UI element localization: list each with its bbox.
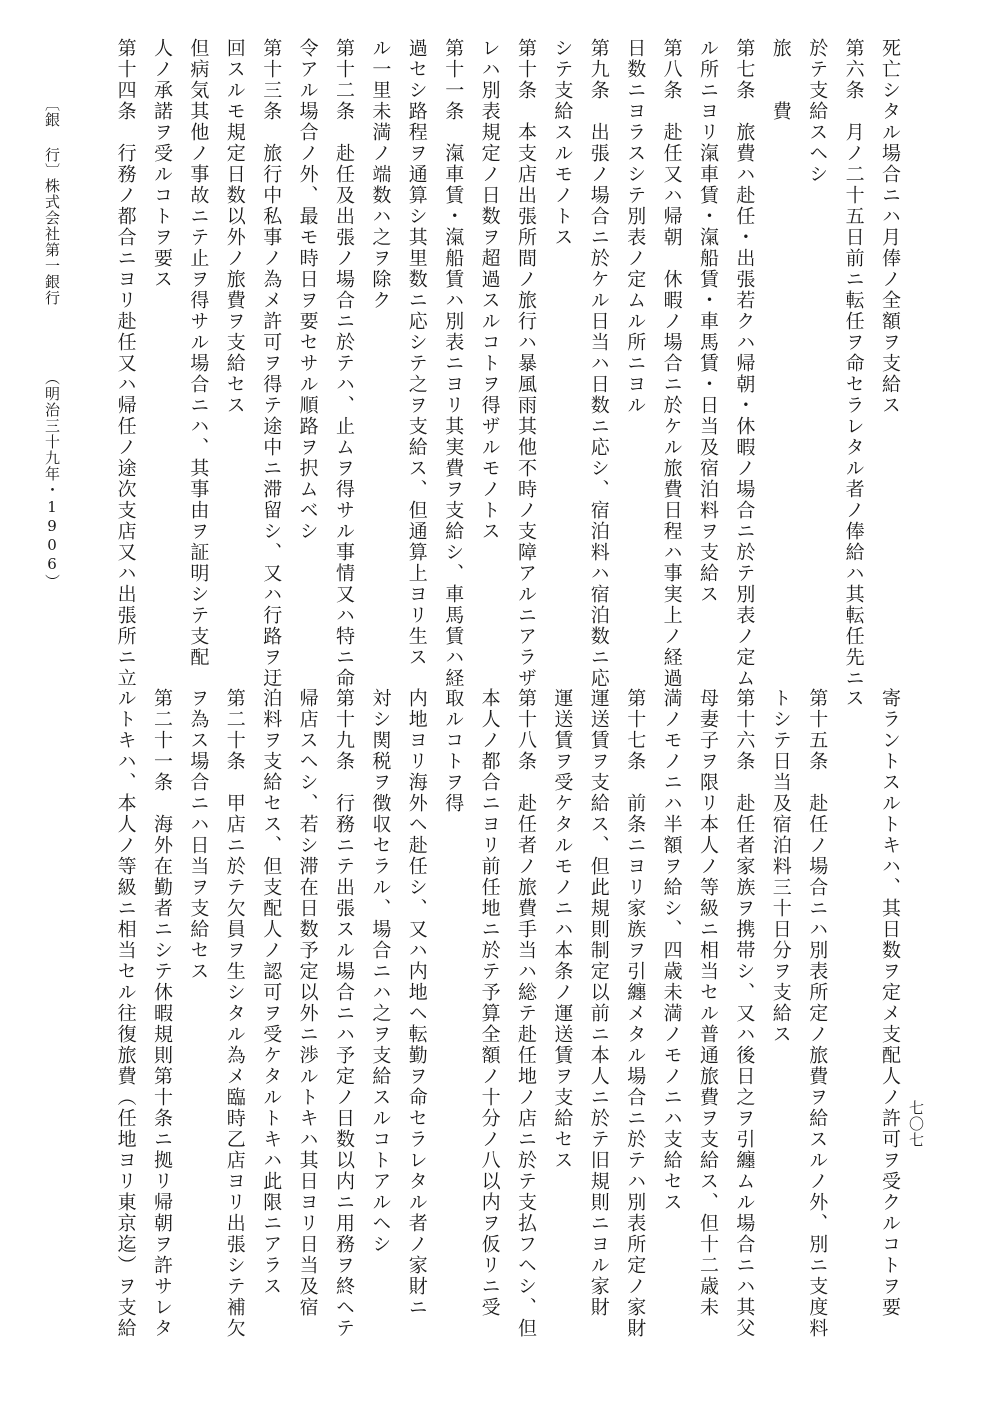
footer-section-label: 〔銀 行〕 <box>43 96 61 179</box>
lower-text-column: 母妻子ヲ限リ本人ノ等級ニ相当セル普通旅費ヲ支給ス、但十二歳未 <box>697 688 719 1318</box>
upper-text-column: ル所ニヨリ滊車賃・滊船賃・車馬賃・日当及宿泊料ヲ支給ス <box>697 38 719 605</box>
upper-text-column: 死亡シタル場合ニハ月俸ノ全額ヲ支給ス <box>879 38 901 416</box>
lower-text-column: 本人ノ都合ニヨリ前任地ニ於テ予算全額ノ十分ノ八以内ヲ仮リニ受 <box>478 688 501 1318</box>
upper-text-column: 回スルモ規定日数以外ノ旅費ヲ支給セス <box>223 38 246 416</box>
lower-text-column: 第十八条 赴任者ノ旅費手当ハ総テ赴任地ノ店ニ於テ支払フヘシ、但 <box>515 688 537 1339</box>
upper-text-column: 第十条 本支店出張所間ノ旅行ハ暴風雨其他不時ノ支障アルニアラザ <box>515 38 537 689</box>
upper-text-column: ル一里未満ノ端数ハ之ヲ除ク <box>369 38 392 311</box>
lower-text-column: ス <box>842 688 865 709</box>
upper-text-column: 日数ニヨラスシテ別表ノ定ムル所ニヨル <box>624 38 647 416</box>
lower-text-column: 帰店スヘシ、若シ滞在日数予定以外ニ渉ルトキハ其日ヨリ日当及宿 <box>296 688 319 1318</box>
upper-text-column: 但病気其他ノ事故ニテ止ヲ得サル場合ニハ、其事由ヲ証明シテ支配 <box>187 38 210 668</box>
upper-text-column: 第七条 旅費ハ赴任・出張若クハ帰朝・休暇ノ場合ニ於テ別表ノ定ム <box>733 38 756 689</box>
footer-date: （明治三十九年・1906） <box>43 370 61 590</box>
upper-text-column: 第十四条 行務ノ都合ニヨリ赴任又ハ帰任ノ途次支店又ハ出張所ニ立 <box>114 38 137 689</box>
lower-text-column: 第十五条 赴任ノ場合ニハ別表所定ノ旅費ヲ給スルノ外、別ニ支度料 <box>806 688 829 1339</box>
lower-text-column: 内地ヨリ海外ヘ赴任シ、又ハ内地ヘ転勤ヲ命セラレタル者ノ家財ニ <box>405 688 428 1318</box>
upper-text-column: 令アル場合ノ外、最モ時日ヲ要セサル順路ヲ択ムベシ <box>296 38 319 542</box>
upper-text-column: 人ノ承諾ヲ受ルコトヲ要ス <box>151 38 173 290</box>
lower-text-column: 寄ラントスルトキハ、其日数ヲ定メ支配人ノ許可ヲ受クルコトヲ要 <box>879 688 901 1318</box>
lower-text-column: 第十六条 赴任者家族ヲ携帯シ、又ハ後日之ヲ引纏ムル場合ニハ其父 <box>733 688 756 1339</box>
upper-text-column: 第十三条 旅行中私事ノ為メ許可ヲ得テ途中ニ滞留シ、又ハ行路ヲ迂 <box>260 38 283 689</box>
upper-text-column: 第八条 赴任又ハ帰朝 休暇ノ場合ニ於ケル旅費日程ハ事実上ノ経過 <box>660 38 683 689</box>
upper-text-column: 過セシ路程ヲ通算シ其里数ニ応シテ之ヲ支給ス、但通算上ヨリ生ス <box>405 38 428 668</box>
upper-text-column: 第十二条 赴任及出張ノ場合ニ於テハ、止ムヲ得サル事情又ハ特ニ命 <box>333 38 355 689</box>
lower-text-column: 満ノモノニハ半額ヲ給シ、四歳未満ノモノニハ支給セス <box>660 688 683 1213</box>
lower-text-column: ルトキハ、本人ノ等級ニ相当セル往復旅費（任地ヨリ東京迄）ヲ支給 <box>114 688 137 1339</box>
lower-text-column: トシテ日当及宿泊料三十日分ヲ支給ス <box>769 688 792 1045</box>
upper-text-column: 第六条 月ノ二十五日前ニ転任ヲ命セラレタル者ノ俸給ハ其転任先ニ <box>842 38 865 689</box>
upper-text-column: レハ別表規定ノ日数ヲ超過スルコトヲ得ザルモノトス <box>478 38 501 542</box>
lower-text-column: ヲ為ス場合ニハ日当ヲ支給セス <box>187 688 210 982</box>
upper-text-column: 第十一条 滊車賃・滊船賃ハ別表ニヨリ其実費ヲ支給シ、車馬賃ハ経 <box>442 38 465 689</box>
upper-text-column: シテ支給スルモノトス <box>551 38 574 248</box>
upper-text-column: 於テ支給スヘシ <box>806 38 829 185</box>
lower-text-column: 対シ関税ヲ徴収セラル、場合ニハ之ヲ支給スルコトアルヘシ <box>369 688 392 1255</box>
lower-text-column: 第十七条 前条ニヨリ家族ヲ引纏メタル場合ニ於テハ別表所定ノ家財 <box>624 688 647 1339</box>
lower-text-column: 第二十一条 海外在勤者ニシテ休暇規則第十条ニ拠リ帰朝ヲ許サレタ <box>151 688 173 1339</box>
upper-text-column: 第九条 出張ノ場合ニ於ケル日当ハ日数ニ応シ、宿泊料ハ宿泊数ニ応 <box>587 38 610 689</box>
lower-text-column: 第十九条 行務ニテ出張スル場合ニハ予定ノ日数以内ニ用務ヲ終ヘテ <box>333 688 355 1339</box>
lower-text-column: 第二十条 甲店ニ於テ欠員ヲ生シタル為メ臨時乙店ヨリ出張シテ補欠 <box>223 688 246 1339</box>
upper-text-column: 旅 費 <box>769 38 792 122</box>
lower-text-column: 取ルコトヲ得 <box>442 688 465 814</box>
page-number: 七〇七 <box>907 1100 925 1148</box>
lower-text-column: 運送賃ヲ支給ス、但此規則制定以前ニ本人ニ於テ旧規則ニヨル家財 <box>587 688 610 1318</box>
lower-text-column: 泊料ヲ支給セス、但支配人ノ認可ヲ受ケタルトキハ此限ニアラス <box>260 688 283 1297</box>
lower-text-column: 運送賃ヲ受ケタルモノニハ本条ノ運送賃ヲ支給セス <box>551 688 574 1171</box>
footer-company-name: 株式会社第一銀行 <box>43 178 61 306</box>
